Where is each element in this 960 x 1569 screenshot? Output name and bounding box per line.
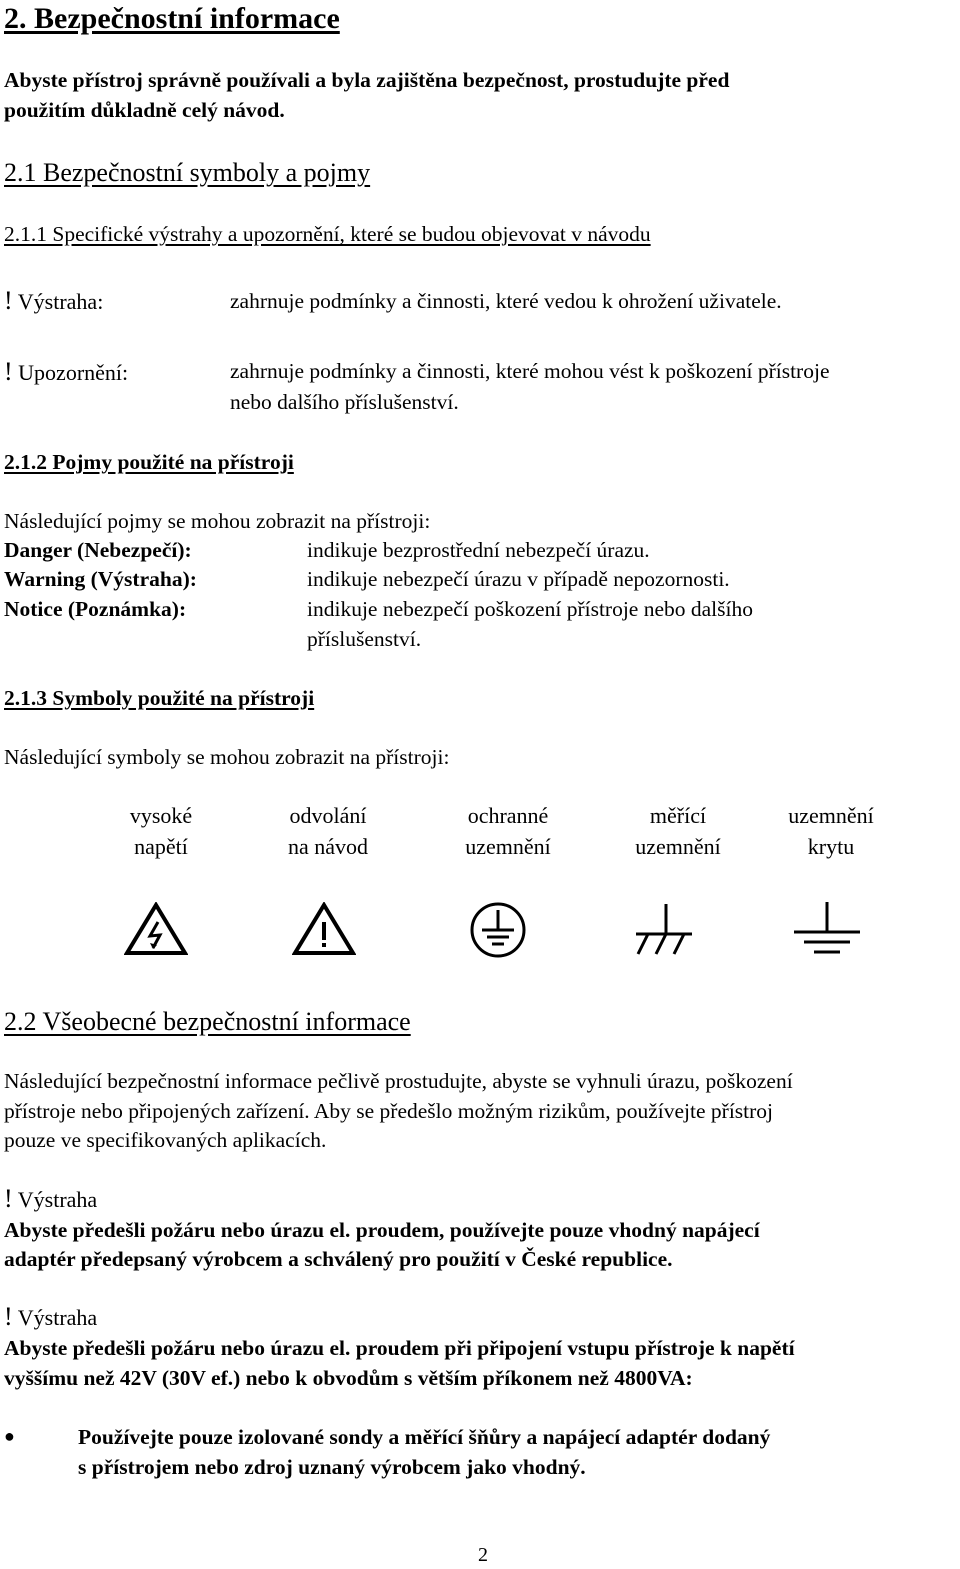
warning-1-line-2: adaptér předepsaný výrobcem a schválený pro použití v České republice. [4, 1247, 673, 1271]
chassis-ground-icon [628, 900, 694, 960]
symbol-caption-manual-2: na návod [287, 834, 369, 859]
symbol-caption-high-voltage-2: napětí [134, 834, 188, 859]
symbol-caption-high-voltage-1: vysoké [129, 803, 193, 828]
term-warning-definition: indikuje nebezpečí úrazu v případě nepozornosti. [307, 567, 730, 591]
warning-text: zahrnuje podmínky a činnosti, které vedou k ohrožení uživatele. [230, 289, 782, 313]
high-voltage-icon [124, 902, 188, 956]
warning-label: Výstraha: [17, 289, 104, 314]
section-2-1-2-title: 2.1.2 Pojmy použité na přístroji [4, 450, 294, 474]
symbol-caption-protective-earth-2: uzemnění [465, 834, 551, 859]
section-2-2-title: 2.2 Všeobecné bezpečnostní informace [4, 1007, 411, 1036]
symbol-caption-case-ground-2: krytu [807, 834, 855, 859]
term-notice-definition-line-2: příslušenství. [307, 627, 422, 651]
warning-heading-1 [4, 1184, 97, 1214]
protective-earth-icon [468, 900, 528, 960]
symbol-caption-measuring-ground-1: měřící [649, 803, 707, 828]
term-notice: Notice (Poznámka): [4, 597, 187, 621]
intro-line-1: Abyste přístroj správně používali a byla zajištěna bezpečnost, prostudujte před [4, 68, 730, 92]
general-paragraph-line-1: Následující bezpečnostní informace pečlivě prostudujte, abyste se vyhnuli úrazu, poškození [4, 1069, 793, 1093]
term-warning: Warning (Výstraha): [4, 567, 197, 591]
exclamation-icon: ! [4, 286, 13, 315]
page-title: 2. Bezpečnostní informace [4, 2, 340, 35]
symbols-intro: Následující symboly se mohou zobrazit na přístroji: [4, 745, 450, 769]
exclamation-icon: ! [4, 1184, 13, 1213]
warning-heading-label: Výstraha [17, 1305, 98, 1330]
warning-2-line-2: vyššímu než 42V (30V ef.) nebo k obvodům s větším příkonem než 4800VA: [4, 1366, 693, 1390]
term-danger-definition: indikuje bezprostřední nebezpečí úrazu. [307, 538, 650, 562]
warning-heading-2 [4, 1302, 97, 1332]
term-danger: Danger (Nebezpečí): [4, 538, 192, 562]
terms-intro: Následující pojmy se mohou zobrazit na přístroji: [4, 509, 431, 533]
warning-2-line-1: Abyste předešli požáru nebo úrazu el. proudem při připojení vstupu přístroje k napětí [4, 1336, 795, 1360]
section-2-1-title: 2.1 Bezpečnostní symboly a pojmy [4, 158, 371, 187]
warning-row [4, 286, 103, 316]
symbol-caption-case-ground-1: uzemnění [788, 803, 874, 828]
symbol-caption-protective-earth-1: ochranné [467, 803, 549, 828]
warning-heading-label: Výstraha [17, 1187, 98, 1212]
caution-label: Upozornění: [18, 360, 129, 385]
intro-line-2: použitím důkladně celý návod. [4, 98, 285, 122]
bullet-icon: ● [4, 1426, 15, 1446]
warning-1-line-1: Abyste předešli požáru nebo úrazu el. proudem, používejte pouze vhodný napájecí [4, 1218, 760, 1242]
symbol-caption-manual-1: odvolání [289, 803, 367, 828]
bullet-line-1: Používejte pouze izolované sondy a měřící šňůry a napájecí adaptér dodaný [78, 1425, 771, 1449]
term-notice-definition-line-1: indikuje nebezpečí poškození přístroje nebo dalšího [307, 597, 753, 621]
earth-ground-icon [792, 900, 862, 960]
page-number: 2 [478, 1544, 488, 1566]
exclamation-icon: ! [4, 1302, 13, 1331]
bullet-line-2: s přístrojem nebo zdroj uznaný výrobcem jako vhodný. [78, 1455, 586, 1479]
general-paragraph-line-3: pouze ve specifikovaných aplikacích. [4, 1128, 327, 1152]
symbol-caption-measuring-ground-2: uzemnění [635, 834, 721, 859]
caution-text-line-2: nebo dalšího příslušenství. [230, 390, 459, 414]
section-2-1-1-title: 2.1.1 Specifické výstrahy a upozornění, které se budou objevovat v návodu [4, 222, 651, 246]
warning-triangle-icon [292, 902, 356, 956]
caution-row [4, 357, 128, 387]
exclamation-icon: ! [4, 357, 13, 386]
general-paragraph-line-2: přístroje nebo připojených zařízení. Aby se předešlo možným rizikům, používejte přístroj [4, 1099, 774, 1123]
section-2-1-3-title: 2.1.3 Symboly použité na přístroji [4, 686, 315, 710]
caution-text-line-1: zahrnuje podmínky a činnosti, které mohou vést k poškození přístroje [230, 359, 830, 383]
